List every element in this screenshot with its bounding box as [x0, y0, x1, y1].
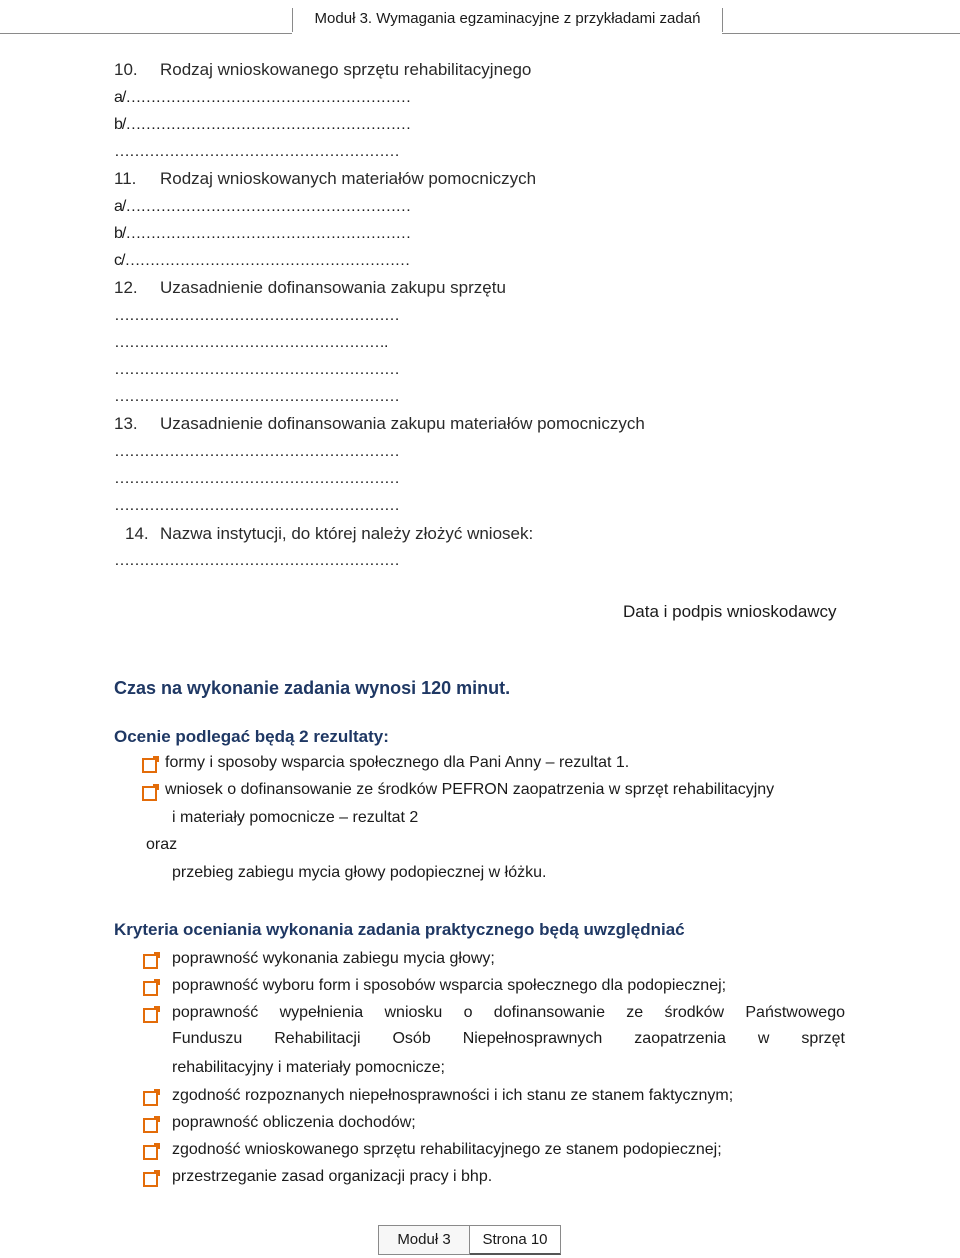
oraz-label: oraz [146, 836, 178, 853]
q13-number: 13. [114, 414, 138, 433]
header-rule-right [722, 33, 960, 34]
checkbox-bullet-icon [143, 1091, 158, 1106]
q10-line-a: a/………………………………………………… [114, 89, 411, 106]
q11-line-c: c/………………………………………………… [114, 252, 410, 269]
results-heading: Ocenie podlegać będą 2 rezultaty: [114, 727, 389, 746]
checkbox-bullet-icon [143, 1118, 158, 1133]
q14-line-1: ………………………………………………… [114, 552, 399, 569]
criteria-item-3-line-2: Funduszu Rehabilitacji Osób Niepełnosprawnych zaopatrzenia w sprzęt [172, 1030, 845, 1047]
time-heading: Czas na wykonanie zadania wynosi 120 minut. [114, 678, 511, 698]
criteria-item-3-line-3: rehabilitacyjny i materiały pomocnicze; [172, 1059, 445, 1076]
page-footer [378, 1225, 561, 1255]
checkbox-bullet-icon [142, 758, 157, 773]
q13-line-1: ………………………………………………… [114, 443, 399, 460]
checkbox-bullet-icon [143, 981, 158, 996]
checkbox-bullet-icon [142, 786, 157, 801]
q12-label: Uzasadnienie dofinansowania zakupu sprzętu [160, 278, 506, 297]
checkbox-bullet-icon [143, 1145, 158, 1160]
q10-label: Rodzaj wnioskowanego sprzętu rehabilitacyjnego [160, 60, 532, 79]
q12-line-2: ………………………………………………. [114, 334, 388, 351]
criteria-heading: Kryteria oceniania wykonania zadania praktycznego będą uwzględniać [114, 920, 685, 939]
q13-line-2: ………………………………………………… [114, 470, 399, 487]
q10-line-c: ………………………………………………… [114, 143, 399, 160]
criteria-item-4: zgodność rozpoznanych niepełnosprawności i ich stanu ze stanem faktycznym; [172, 1087, 734, 1104]
q10-number: 10. [114, 60, 138, 79]
q13-line-3: ………………………………………………… [114, 497, 399, 514]
q14-number: 14. [125, 524, 149, 543]
q11-line-a: a/………………………………………………… [114, 198, 411, 215]
q12-line-1: ………………………………………………… [114, 307, 399, 324]
q12-number: 12. [114, 278, 138, 297]
signature-label: Data i podpis wnioskodawcy [623, 602, 837, 621]
q10-line-b: b/………………………………………………… [114, 116, 411, 133]
checkbox-bullet-icon [143, 954, 158, 969]
criteria-item-7: przestrzeganie zasad organizacji pracy i bhp. [172, 1168, 493, 1185]
q11-number: 11. [114, 169, 137, 188]
page-header [0, 8, 960, 34]
criteria-item-6: zgodność wnioskowanego sprzętu rehabilitacyjnego ze stanem podopiecznej; [172, 1141, 722, 1158]
q11-line-b: b/………………………………………………… [114, 225, 411, 242]
module-title: Moduł 3. Wymagania egzaminacyjne z przykładami zadań [292, 8, 723, 32]
result-extra: przebieg zabiegu mycia głowy podopiecznej w łóżku. [172, 864, 547, 881]
result-item-1: formy i sposoby wsparcia społecznego dla Pani Anny – rezultat 1. [165, 754, 630, 771]
footer-module: Moduł 3 [378, 1225, 470, 1255]
q12-line-3: ………………………………………………… [114, 361, 399, 378]
header-rule-left [0, 33, 292, 34]
q11-label: Rodzaj wnioskowanych materiałów pomocniczych [160, 169, 537, 188]
q12-line-4: ………………………………………………… [114, 388, 399, 405]
criteria-item-1: poprawność wykonania zabiegu mycia głowy; [172, 950, 495, 967]
footer-page-number: Strona 10 [470, 1225, 561, 1255]
criteria-item-2: poprawność wyboru form i sposobów wsparcia społecznego dla podopiecznej; [172, 977, 727, 994]
checkbox-bullet-icon [143, 1172, 158, 1187]
result-item-2-line-2: i materiały pomocnicze – rezultat 2 [172, 809, 419, 826]
result-item-2-line-1: wniosek o dofinansowanie ze środków PEFRON zaopatrzenia w sprzęt rehabilitacyjny [165, 781, 775, 798]
criteria-item-3-line-1: poprawność wypełnienia wniosku o dofinansowanie ze środków Państwowego [172, 1004, 845, 1021]
criteria-item-5: poprawność obliczenia dochodów; [172, 1114, 416, 1131]
q13-label: Uzasadnienie dofinansowania zakupu materiałów pomocniczych [160, 414, 645, 433]
checkbox-bullet-icon [143, 1008, 158, 1023]
q14-label: Nazwa instytucji, do której należy złożyć wniosek: [160, 524, 534, 543]
